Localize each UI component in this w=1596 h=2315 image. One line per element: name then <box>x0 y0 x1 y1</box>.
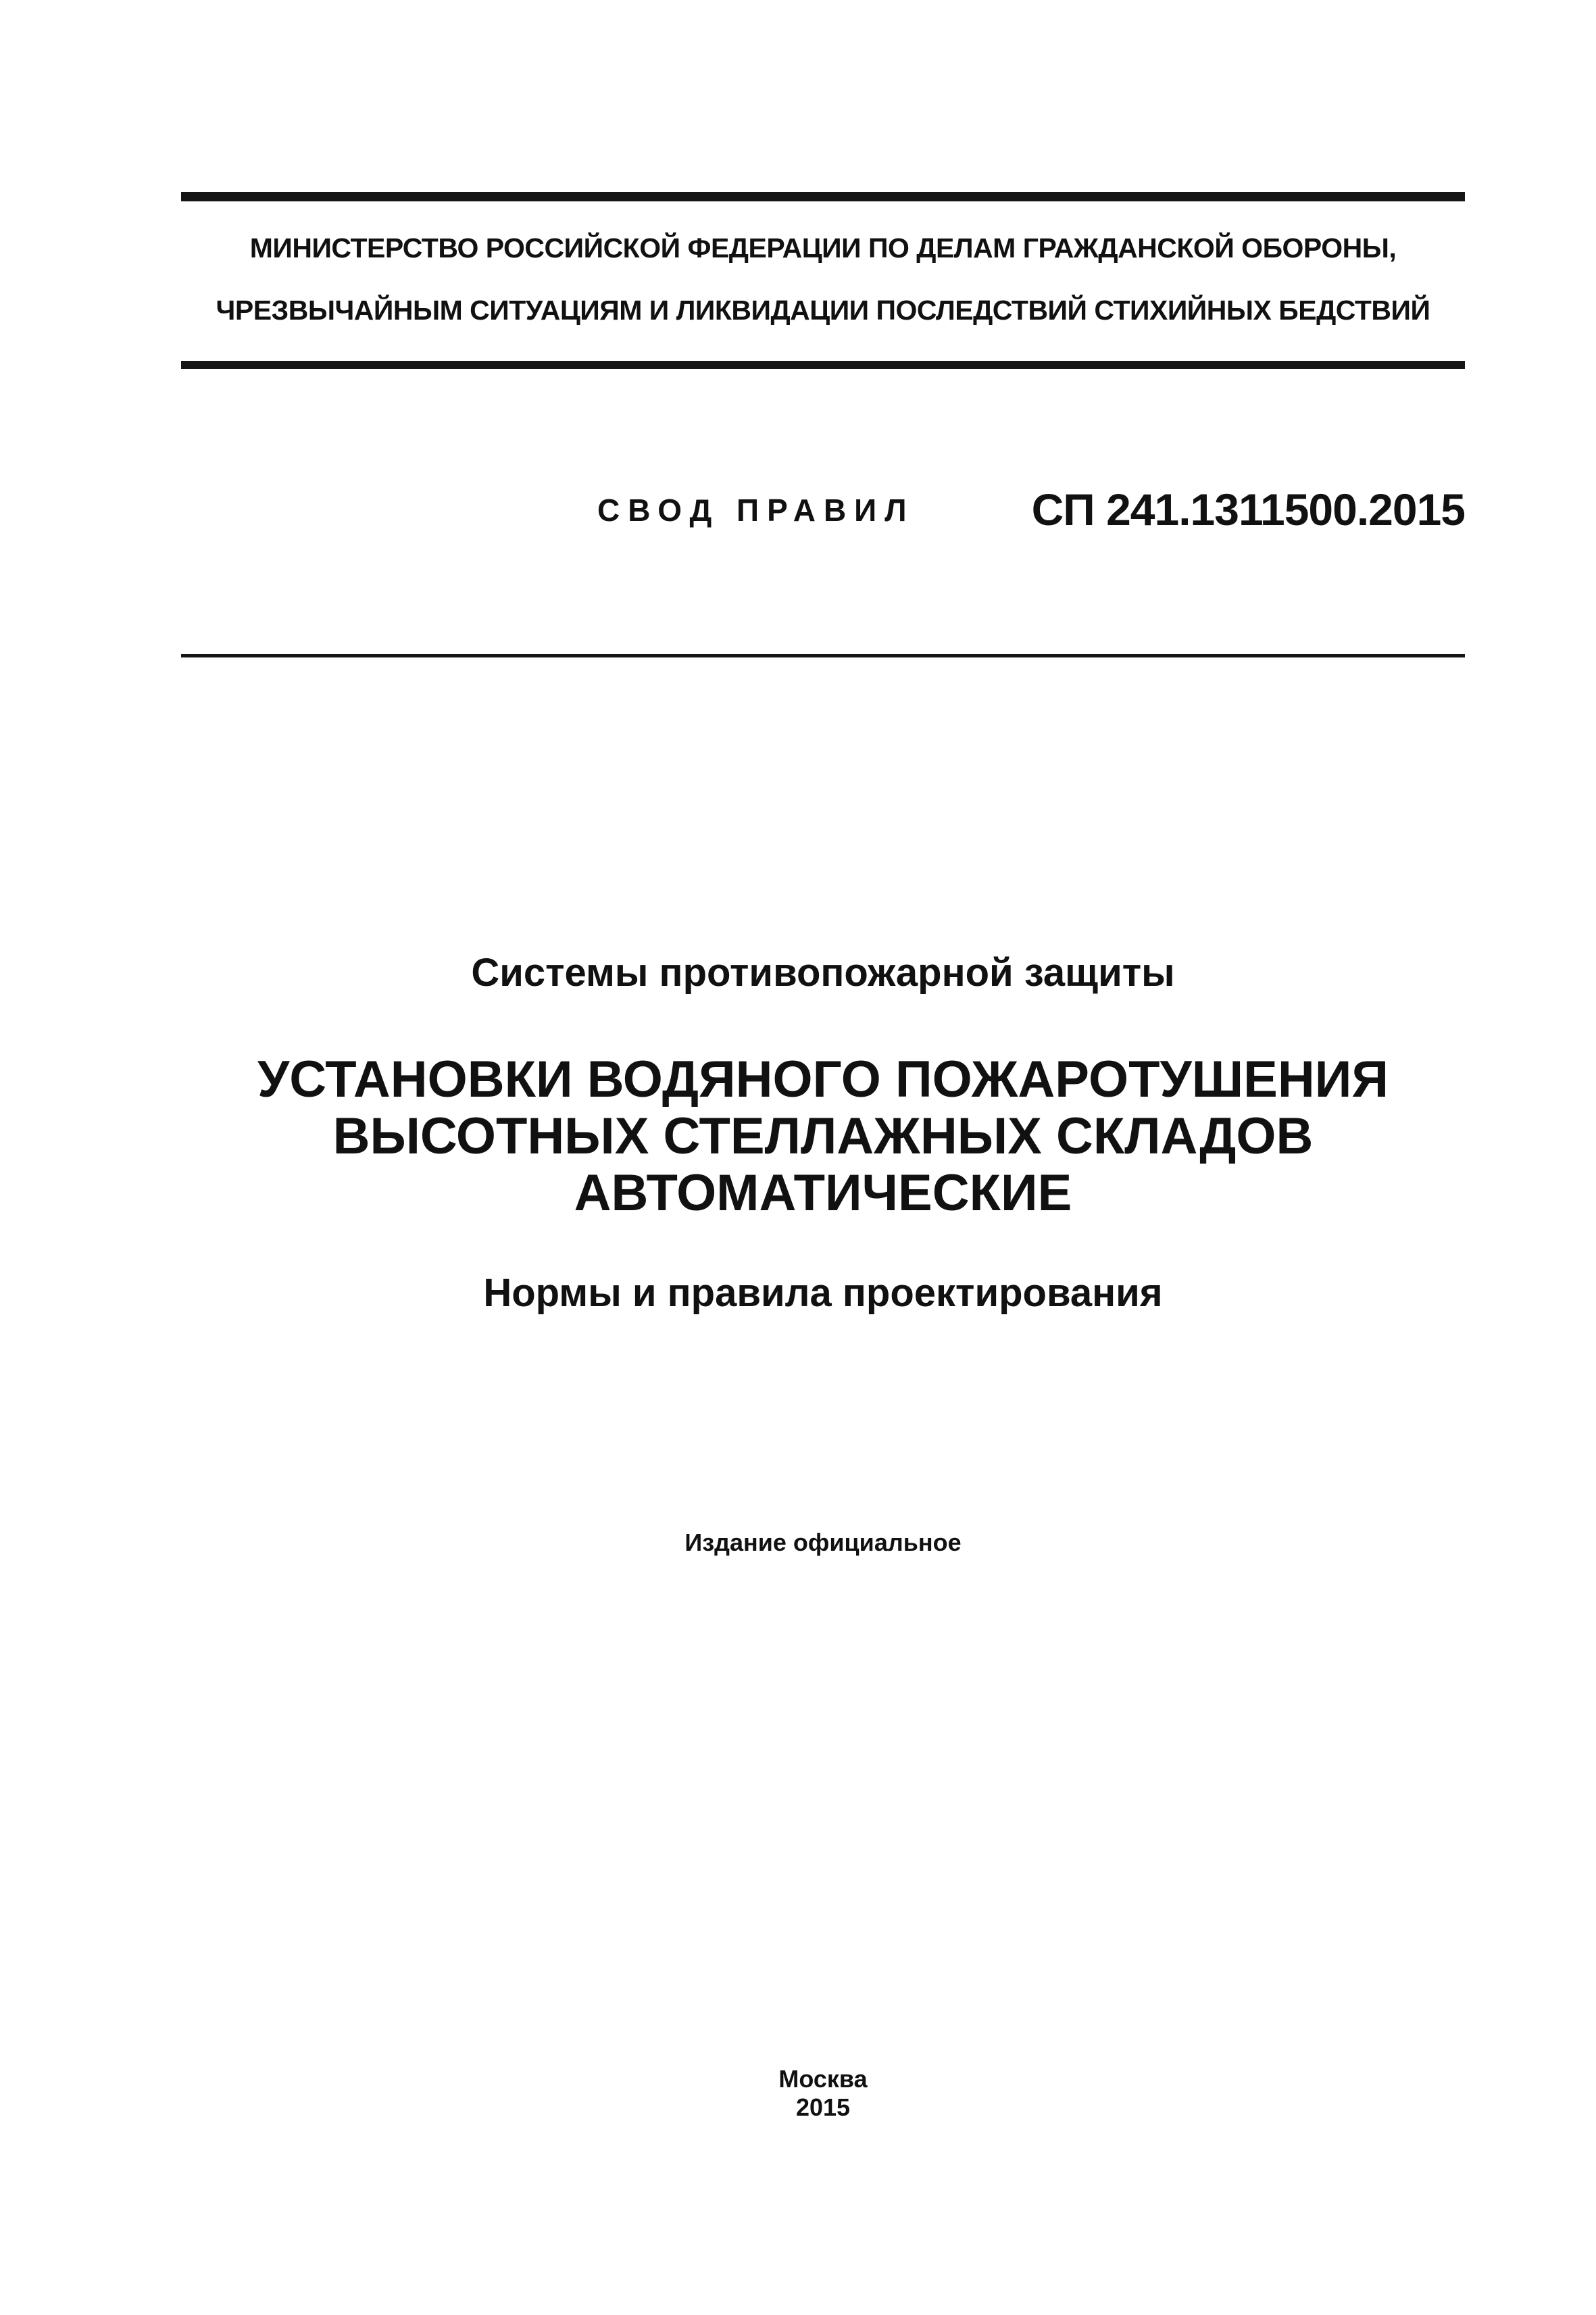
ministry-name-line-1: МИНИСТЕРСТВО РОССИЙСКОЙ ФЕДЕРАЦИИ ПО ДЕЛАМ ГРАЖДАНСКОЙ ОБОРОНЫ, <box>249 232 1397 264</box>
publication-city: Москва <box>778 2065 868 2093</box>
edition-note: Издание официальное <box>684 1528 962 1556</box>
document-type-label: СВОД ПРАВИЛ <box>597 493 915 528</box>
title-line-2: ВЫСОТНЫХ СТЕЛЛАЖНЫХ СКЛАДОВ <box>332 1107 1314 1165</box>
header-bottom-rule <box>181 361 1465 369</box>
title-line-3: АВТОМАТИЧЕСКИЕ <box>574 1164 1072 1222</box>
top-thick-rule <box>181 192 1465 201</box>
document-title <box>181 1051 1465 1222</box>
document-number: СП 241.1311500.2015 <box>1031 484 1465 534</box>
title-line-1: УСТАНОВКИ ВОДЯНОГО ПОЖАРОТУШЕНИЯ <box>257 1051 1389 1108</box>
document-series: Системы противопожарной защиты <box>471 951 1175 995</box>
publication-place <box>181 2065 1465 2122</box>
ministry-name-line-2: ЧРЕЗВЫЧАЙНЫМ СИТУАЦИЯМ И ЛИКВИДАЦИИ ПОСЛЕДСТВИЙ СТИХИЙНЫХ БЕДСТВИЙ <box>216 295 1430 326</box>
designation-divider-rule <box>181 654 1465 657</box>
publication-year: 2015 <box>795 2093 851 2121</box>
document-subtitle: Нормы и правила проектирования <box>483 1271 1163 1315</box>
